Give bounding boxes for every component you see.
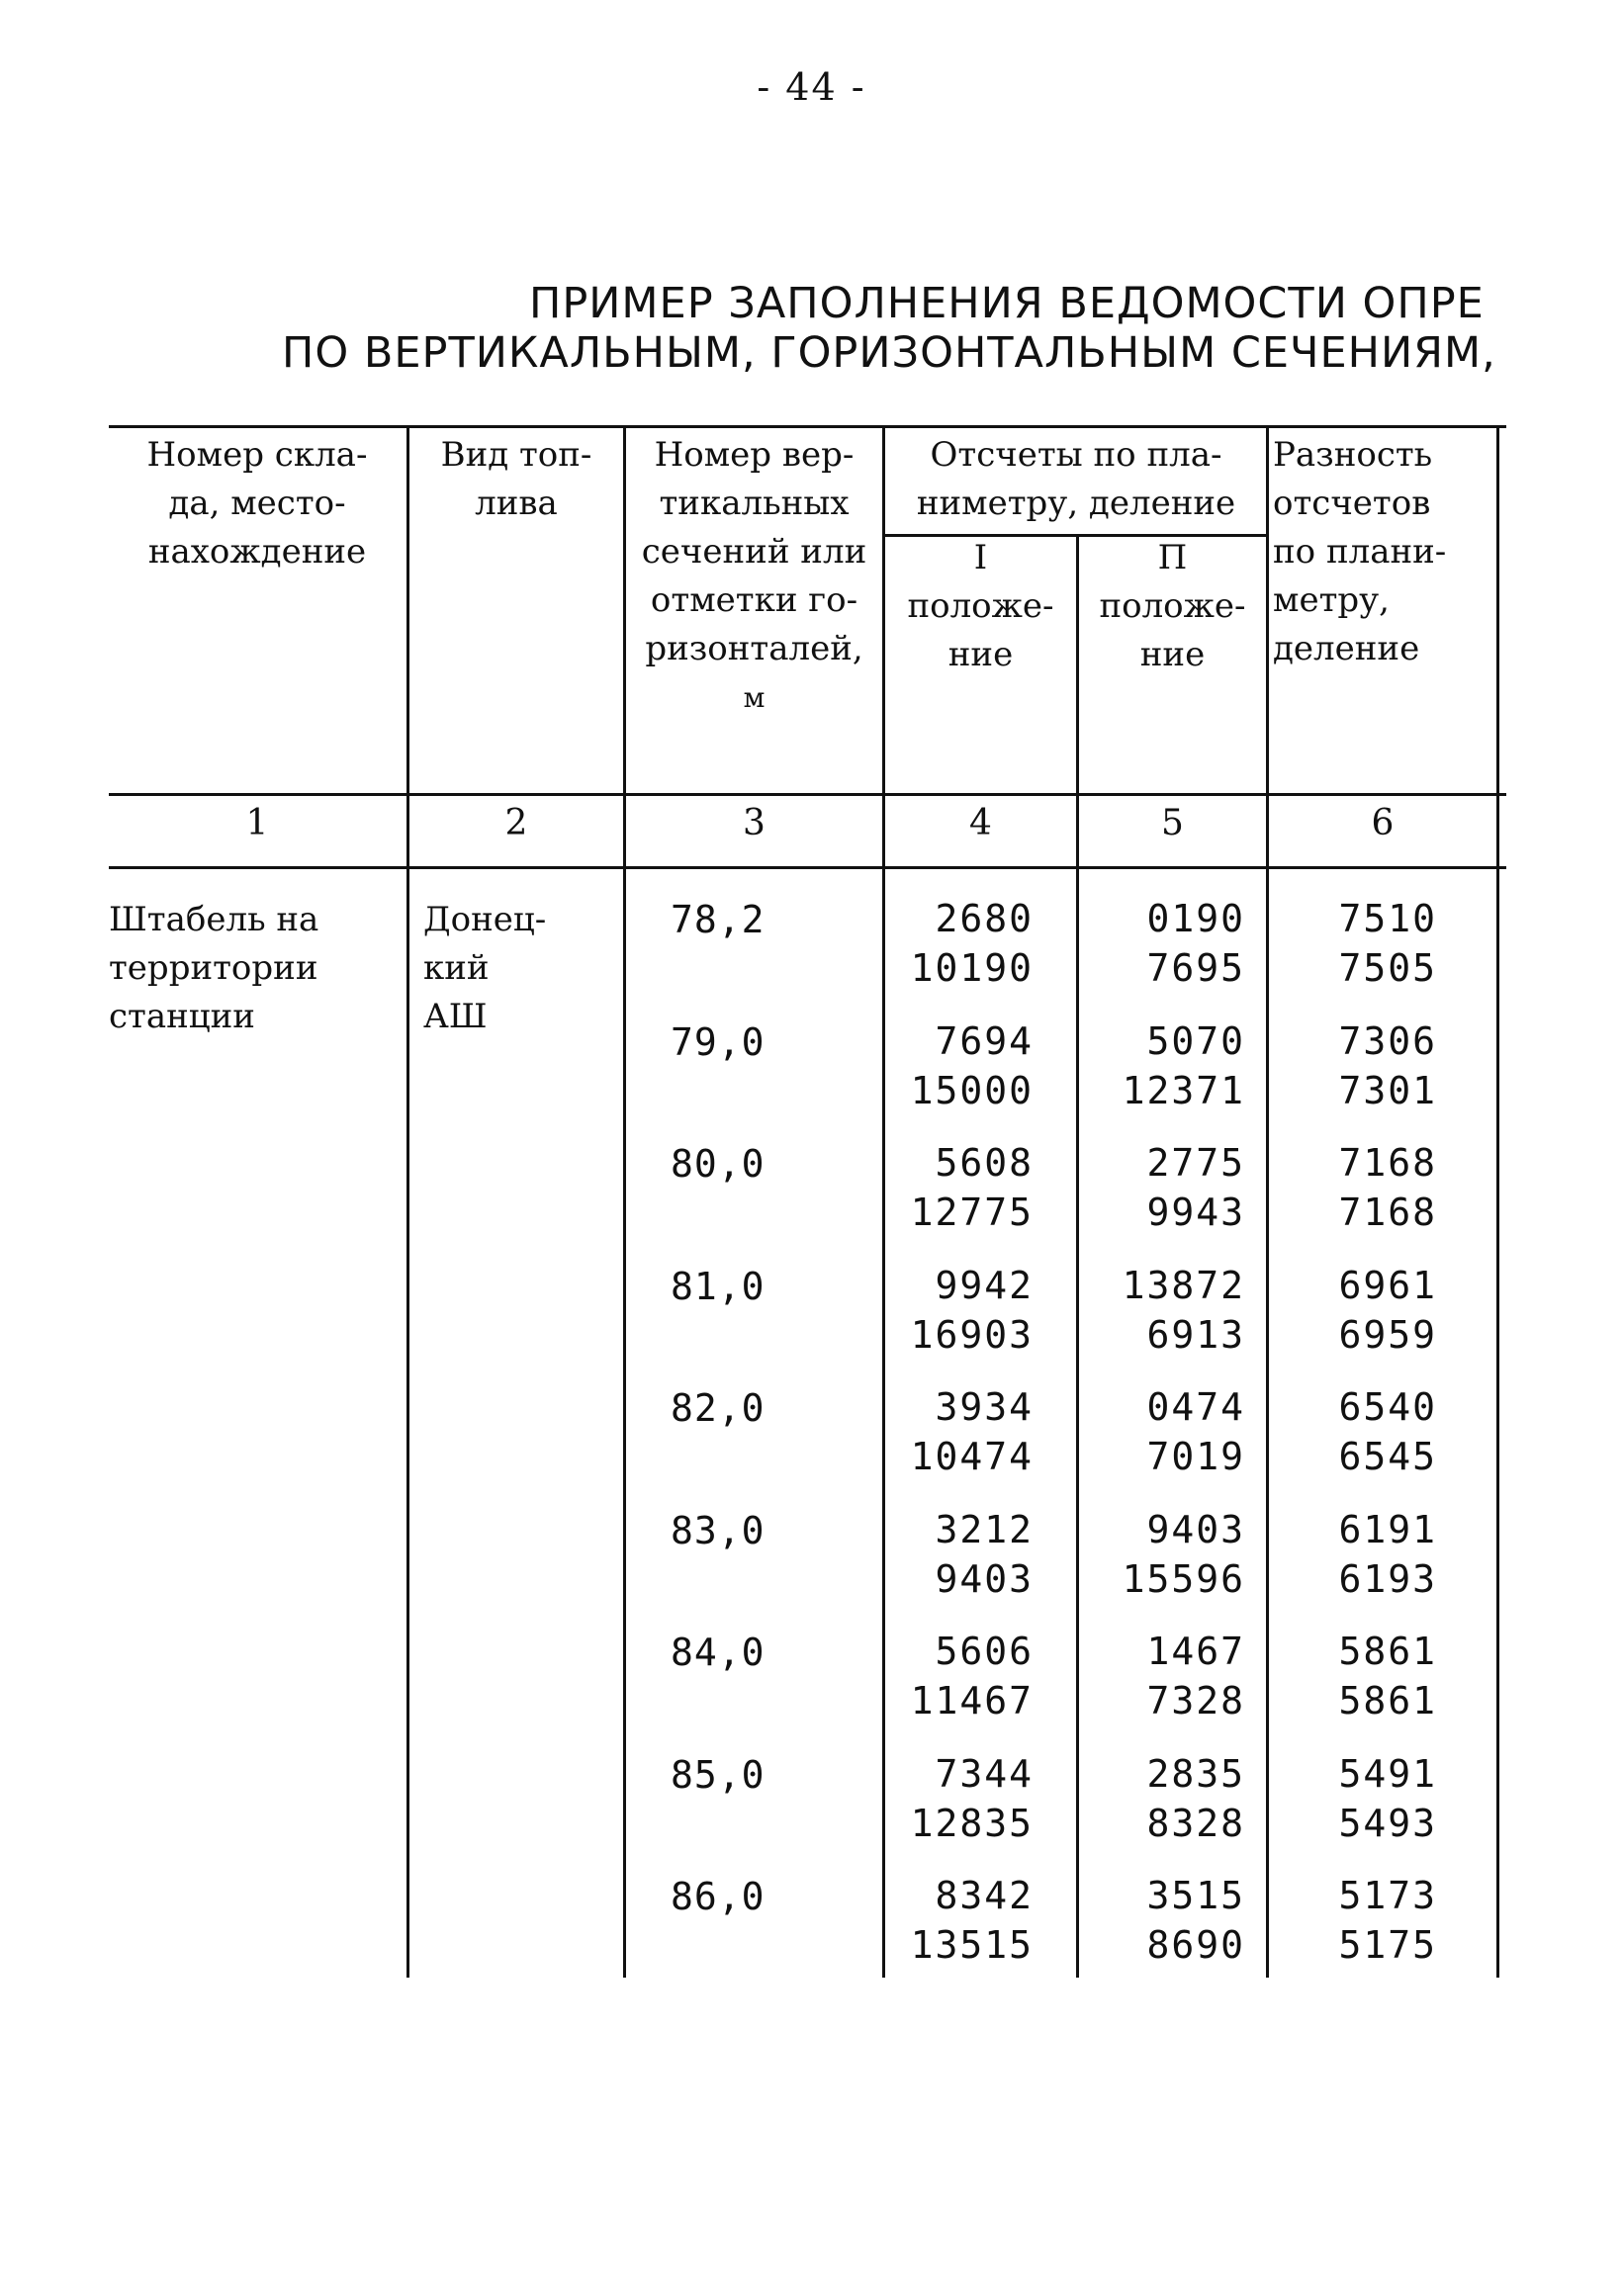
elevation-value: 78,2 — [671, 898, 766, 941]
pos1-value: 16903 — [910, 1312, 1034, 1357]
pos2-value: 2835 — [1146, 1751, 1245, 1796]
diff-value: 5861 — [1338, 1630, 1437, 1673]
pos2-value: 7019 — [1146, 1435, 1245, 1478]
elevation-value: 79,0 — [671, 1019, 766, 1064]
column-number-1: 1 — [245, 803, 269, 843]
pos1-value: 5608 — [935, 1141, 1034, 1185]
elevation-value: 81,0 — [671, 1264, 766, 1308]
elevation-value: 85,0 — [671, 1752, 766, 1797]
pos1-value: 13515 — [910, 1923, 1034, 1967]
col-divider-1-2 — [406, 425, 409, 1978]
pos2-value: 0474 — [1146, 1385, 1245, 1429]
pos2-value: 0190 — [1146, 897, 1245, 940]
pos2-value: 13872 — [1122, 1263, 1245, 1307]
pos1-value: 12775 — [910, 1191, 1034, 1234]
table-right-border — [1496, 425, 1499, 1978]
pos2-value: 3515 — [1146, 1874, 1245, 1917]
pos2-value: 15596 — [1122, 1556, 1245, 1601]
pos1-value: 8342 — [935, 1874, 1034, 1917]
elevation-value: 82,0 — [671, 1386, 766, 1430]
diff-value: 5173 — [1338, 1874, 1437, 1917]
diff-value: 5175 — [1338, 1923, 1437, 1967]
pos1-value: 2680 — [935, 897, 1034, 940]
pos1-value: 3212 — [935, 1507, 1034, 1551]
diff-value: 6961 — [1338, 1263, 1437, 1307]
elevation-value: 80,0 — [671, 1142, 766, 1186]
diff-value: 5861 — [1338, 1679, 1437, 1722]
pos2-value: 9943 — [1146, 1191, 1245, 1234]
pos2-value: 1467 — [1146, 1630, 1245, 1673]
diff-value: 6540 — [1338, 1385, 1437, 1429]
column-number-3: 3 — [743, 803, 766, 843]
diff-value: 7168 — [1338, 1141, 1437, 1185]
elevation-value: 84,0 — [671, 1631, 766, 1674]
header-col6: Разность отсчетов по плани- метру, деление — [1273, 435, 1447, 668]
elevation-value: 86,0 — [671, 1875, 766, 1918]
page-number: - 44 - — [757, 65, 866, 109]
diff-value: 6959 — [1338, 1312, 1437, 1357]
pos1-value: 7344 — [935, 1751, 1034, 1796]
pos1-value: 10474 — [910, 1435, 1034, 1478]
header-col45-group: Отсчеты по пла- ниметру, деление — [916, 435, 1236, 523]
pos2-value: 8328 — [1146, 1801, 1245, 1845]
document-title-line-1: ПРИМЕР ЗАПОЛНЕНИЯ ВЕДОМОСТИ ОПРЕ — [529, 279, 1485, 328]
header-col1: Номер скла- да, место- нахождение — [146, 435, 368, 572]
diff-value: 5491 — [1338, 1751, 1437, 1796]
header-bottom-border — [109, 793, 1506, 796]
pos2-value: 8690 — [1146, 1923, 1245, 1967]
pos2-value: 12371 — [1122, 1068, 1245, 1112]
pos2-value: 9403 — [1146, 1507, 1245, 1551]
header-col2: Вид топ- лива — [440, 435, 592, 523]
diff-value: 6545 — [1338, 1435, 1437, 1478]
column-number-2: 2 — [504, 803, 528, 843]
diff-value: 6191 — [1338, 1507, 1437, 1551]
elevation-value: 83,0 — [671, 1508, 766, 1552]
column-number-4: 4 — [969, 803, 992, 843]
pos1-value: 12835 — [910, 1801, 1034, 1845]
diff-value: 7510 — [1338, 897, 1437, 940]
column-numbers-bottom-border — [109, 866, 1506, 869]
diff-value: 5493 — [1338, 1801, 1437, 1845]
pos2-value: 7328 — [1146, 1679, 1245, 1722]
header-col3: Номер вер- тикальных сечений или отметки го- ризонталей, м — [641, 435, 867, 714]
header-col5: П положе- ние — [1099, 538, 1246, 674]
diff-value: 7301 — [1338, 1068, 1437, 1112]
header-col4: I положе- ние — [907, 538, 1054, 674]
pos1-value: 3934 — [935, 1385, 1034, 1429]
pos1-value: 7694 — [935, 1018, 1034, 1063]
column-number-6: 6 — [1371, 803, 1395, 843]
pos1-value: 9403 — [935, 1556, 1034, 1601]
pos1-value: 10190 — [910, 946, 1034, 990]
pos2-value: 2775 — [1146, 1141, 1245, 1185]
location-cell: Штабель на территории станции — [109, 900, 319, 1036]
pos2-value: 7695 — [1146, 946, 1245, 990]
pos2-value: 6913 — [1146, 1312, 1245, 1357]
pos2-value: 5070 — [1146, 1018, 1245, 1063]
pos1-value: 15000 — [910, 1068, 1034, 1112]
pos1-value: 9942 — [935, 1263, 1034, 1307]
table-top-border — [109, 425, 1506, 428]
diff-value: 7505 — [1338, 946, 1437, 990]
pos1-value: 5606 — [935, 1630, 1034, 1673]
diff-value: 6193 — [1338, 1556, 1437, 1601]
fuel-type-cell: Донец- кий АШ — [423, 900, 547, 1036]
document-title-line-2: ПО ВЕРТИКАЛЬНЫМ, ГОРИЗОНТАЛЬНЫМ СЕЧЕНИЯМ, — [282, 328, 1496, 378]
diff-value: 7306 — [1338, 1018, 1437, 1063]
column-number-5: 5 — [1161, 803, 1184, 843]
diff-value: 7168 — [1338, 1191, 1437, 1234]
pos1-value: 11467 — [910, 1679, 1034, 1722]
